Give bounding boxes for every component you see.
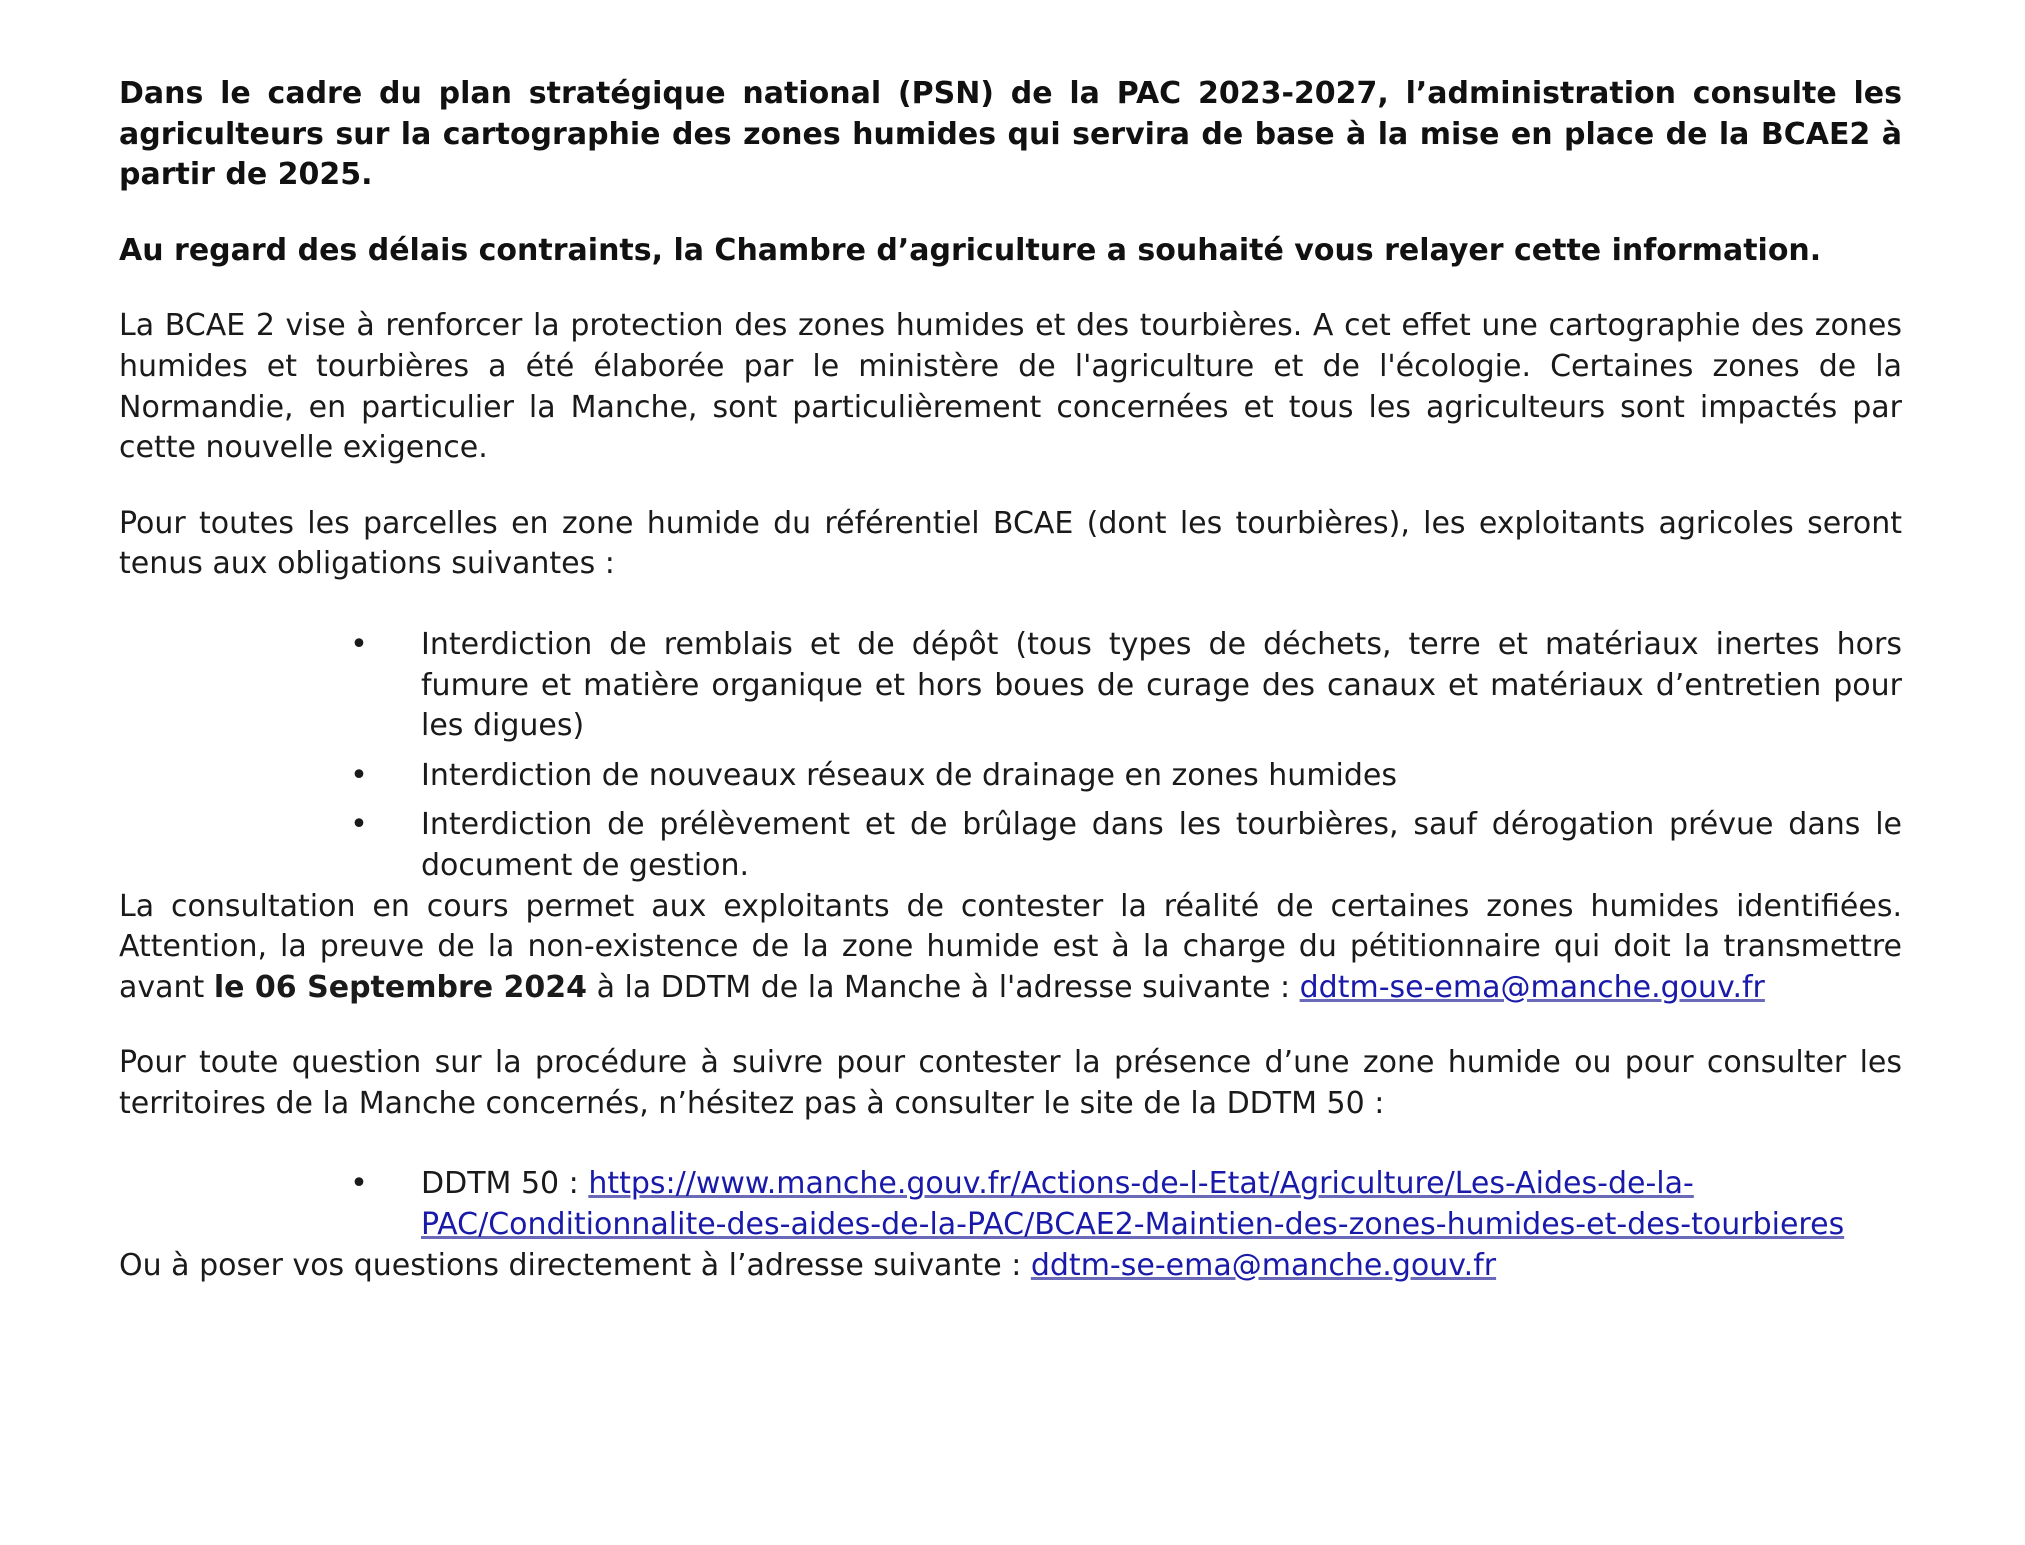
contact-text: Ou à poser vos questions directement à l’adresse suivante : <box>119 1247 1031 1283</box>
intro-paragraph-chambre: Au regard des délais contraints, la Chambre d’agriculture a souhaité vous relayer cette information. <box>119 232 1822 268</box>
paragraph-bcae2: La BCAE 2 vise à renforcer la protection des zones humides et des tourbières. A cet effet une cartographie des zones humides et tourbières a été élaborée par le ministère de l'agriculture et de l'écologie. Certaines zones de la Normandie, en particulier la Manche, sont particulièrement concernées et tous les agriculteurs sont impactés par cette nouvelle exigence. <box>119 308 1902 466</box>
obligation-text: Interdiction de prélèvement et de brûlage dans les tourbières, sauf dérogation prévue dans le document de gestion. <box>421 807 1902 883</box>
bullet-icon: • <box>350 757 368 793</box>
obligation-text: Interdiction de remblais et de dépôt (tous types de déchets, terre et matériaux inertes hors fumure et matière organique et hors boues de curage des canaux et matériaux d’entretien pour les digues) <box>421 626 1902 744</box>
bullet-icon: • <box>350 807 368 843</box>
obligation-text: Interdiction de nouveaux réseaux de drainage en zones humides <box>421 757 1398 793</box>
list-item <box>119 1164 1902 1245</box>
document-page <box>119 74 1902 1286</box>
obligations-list <box>119 625 1902 887</box>
paragraph-consultation <box>119 887 1902 1009</box>
consultation-text-after: à la DDTM de la Manche à l'adresse suivante : <box>587 969 1300 1005</box>
consultation-text: La consultation en cours permet aux exploitants de contester la réalité de certaines zones humides identifiées. Attention, la preuve de la non-existence de la zone humide est à la charge du pétitionnaire qui doit la transmettre avant <box>119 888 1902 1005</box>
ddtm-list <box>119 1164 1902 1245</box>
bullet-icon: • <box>350 626 368 662</box>
paragraph-questions: Pour toute question sur la procédure à suivre pour contester la présence d’une zone humide ou pour consulter les territoires de la Manche concernés, n’hésitez pas à consulter le site de la DDTM 50 : <box>119 1045 1902 1121</box>
deadline-date: le 06 Septembre 2024 <box>213 969 588 1005</box>
list-item <box>119 756 1902 797</box>
bullet-icon: • <box>350 1166 368 1202</box>
email-link[interactable]: ddtm-se-ema@manche.gouv.fr <box>1299 969 1765 1005</box>
intro-paragraph-psn: Dans le cadre du plan stratégique national (PSN) de la PAC 2023-2027, l’administration consulte les agriculteurs sur la cartographie des zones humides qui servira de base à la mise en place de la BCAE2 à partir de 2025. <box>119 76 1902 193</box>
list-item <box>119 625 1902 747</box>
paragraph-contact <box>119 1246 1902 1287</box>
paragraph-obligations-intro: Pour toutes les parcelles en zone humide du référentiel BCAE (dont les tourbières), les exploitants agricoles seront tenus aux obligations suivantes : <box>119 505 1902 582</box>
list-item <box>119 805 1902 886</box>
ddtm-website-link[interactable]: https://www.manche.gouv.fr/Actions-de-l-Etat/Agriculture/Les-Aides-de-la-PAC/Conditionnalite-des-aides-de-la-PAC/BCAE2-Maintien-des-zones-humides-et-des-tourbieres <box>421 1166 1845 1243</box>
contact-email-link[interactable]: ddtm-se-ema@manche.gouv.fr <box>1030 1247 1497 1283</box>
ddtm-label: DDTM 50 : <box>421 1166 589 1202</box>
